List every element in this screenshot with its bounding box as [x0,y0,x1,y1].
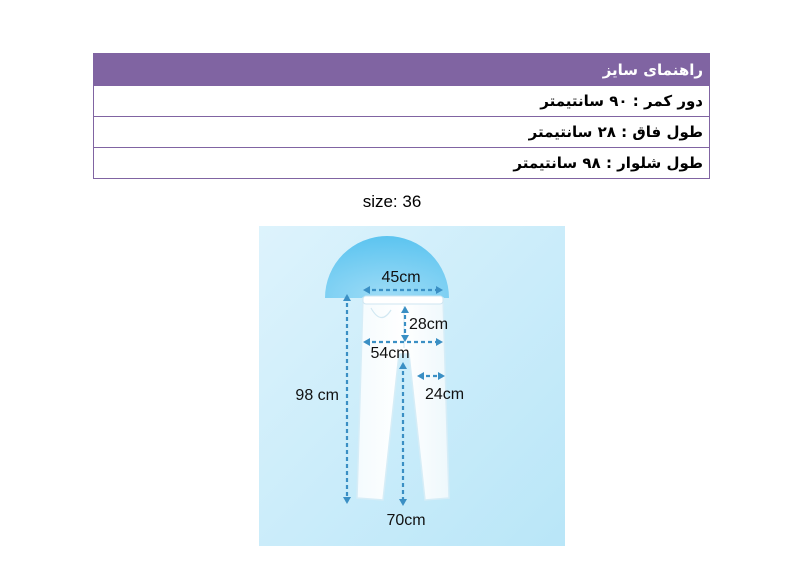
hem-label: 24cm [425,386,465,403]
table-row [94,117,710,148]
table-header: راهنمای سایز [94,54,710,86]
table-row [94,86,710,117]
hip-label: 54cm [370,345,410,362]
table-header-row [94,54,710,86]
pants-diagram-svg [259,226,565,546]
inseam-label: 70cm [386,512,426,529]
size-caption: size: 36 [362,192,422,211]
rise-label: 28cm [409,316,449,333]
rise-row: طول فاق : ۲۸ سانتیمتر [94,117,710,148]
length-label: 98 cm [295,387,339,404]
pants-size-diagram [259,226,565,546]
size-guide-table [93,53,710,179]
table-row [94,148,710,179]
waist-row: دور کمر : ۹۰ سانتیمتر [94,86,710,117]
waist-label: 45cm [381,269,421,286]
length-row: طول شلوار : ۹۸ سانتیمتر [94,148,710,179]
